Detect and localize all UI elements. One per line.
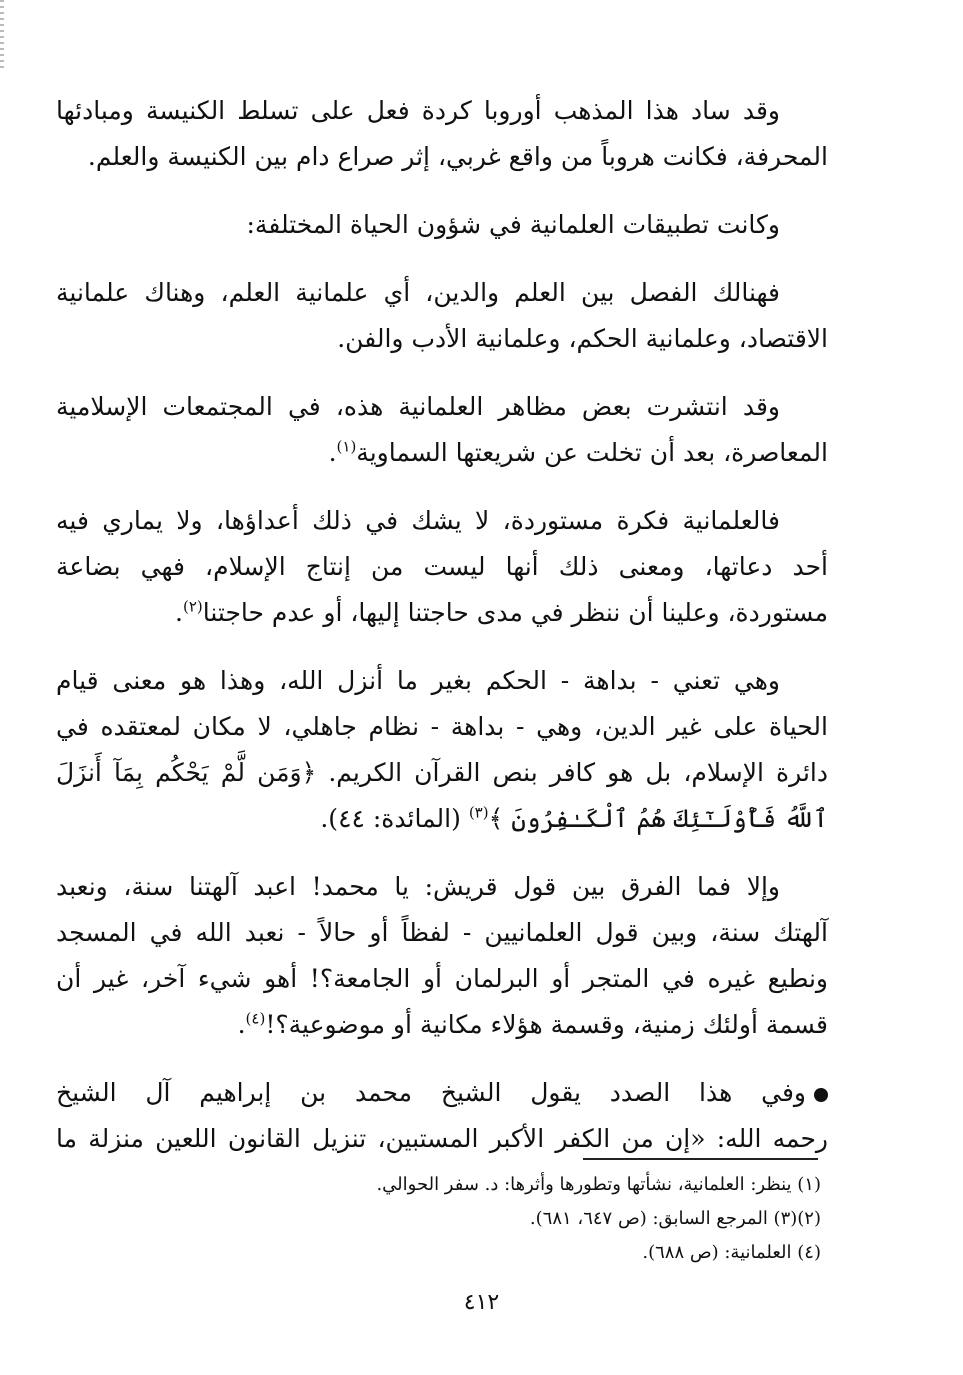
text-line: الاقتصاد، وعلمانية الحكم، وعلمانية الأدب والفن. — [337, 324, 828, 353]
quran-verse: ٱللَّهُ فَأُوْلَـٰٓئِكَ هُمُ ٱلْكَـٰفِرُونَ ﴾ — [488, 804, 828, 833]
paragraph-5 — [56, 498, 828, 636]
paragraph-4 — [56, 384, 828, 476]
footnote-item: (١) ينظر: العلمانية، نشأتها وتطورها وأثرها: د. سفر الحوالي. — [376, 1174, 821, 1195]
bullet-dot-icon — [814, 1088, 828, 1102]
paragraph-2 — [56, 202, 828, 248]
text-line — [56, 590, 828, 636]
text-line — [56, 1070, 828, 1116]
footnote-divider — [583, 1158, 818, 1160]
main-text — [56, 88, 828, 1184]
footnote-ref[interactable]: (١) — [336, 437, 357, 456]
text-segment: . — [328, 438, 337, 467]
text-line: ونطيع غيره في المتجر أو البرلمان أو الجامعة؟! أهو شيء آخر، غير أن — [56, 964, 828, 993]
footnote-ref[interactable]: (٢) — [182, 597, 203, 616]
text-line: وقد ساد هذا المذهب أوروبا كردة فعل على تسلط الكنيسة ومبادئها — [56, 96, 780, 125]
footnote-ref[interactable]: (٣) — [468, 803, 489, 822]
text-line: المحرفة، فكانت هروباً من واقع غربي، إثر صراع دام بين الكنيسة والعلم. — [87, 142, 828, 171]
scan-edge-mark — [0, 0, 4, 70]
text-line: الحياة على غير الدين، وهي - بداهة - نظام جاهلي، لا مكان لمعتقده في — [56, 712, 828, 741]
text-segment: وفي هذا الصدد يقول الشيخ محمد بن إبراهيم آل الشيخ — [56, 1078, 806, 1107]
footnote-item: (٢)(٣) المرجع السابق: (ص ٦٤٧، ٦٨١). — [529, 1208, 821, 1229]
text-line — [56, 1002, 828, 1048]
paragraph-3 — [56, 270, 828, 362]
text-line — [56, 796, 828, 842]
text-line: أحد دعاتها، ومعنى ذلك أنها ليست من إنتاج الإسلام، فهي بضاعة — [56, 552, 828, 581]
surah-citation: (المائدة: ٤٤). — [320, 804, 469, 833]
text-line: وإلا فما الفرق بين قول قريش: يا محمد! اعبد آلهتنا سنة، ونعبد — [56, 872, 780, 901]
text-line: دائرة الإسلام، بل هو كافر بنص القرآن الكريم. ﴿وَمَن لَّمْ يَحْكُم بِمَآ أَنزَلَ — [56, 758, 828, 787]
footnote-item: (٤) العلمانية: (ص ٦٨٨). — [642, 1242, 821, 1263]
text-line: آلهتك سنة، وبين قول العلمانيين - لفظاً أو حالاً - نعبد الله في المسجد — [56, 918, 828, 947]
text-line: وهي تعني - بداهة - الحكم بغير ما أنزل الله، وهذا هو معنى قيام — [56, 666, 780, 695]
footnote-ref[interactable]: (٤) — [245, 1009, 266, 1028]
text-line: وكانت تطبيقات العلمانية في شؤون الحياة المختلفة: — [246, 210, 780, 239]
text-line: رحمه الله: «إن من الكفر الأكبر المستبين، تنزيل القانون اللعين منزلة ما — [56, 1124, 828, 1153]
paragraph-8 — [56, 1070, 828, 1162]
text-segment: . — [237, 1010, 246, 1039]
text-line: وقد انتشرت بعض مظاهر العلمانية هذه، في المجتمعات الإسلامية — [56, 392, 780, 421]
text-segment: قسمة أولئك زمنية، وقسمة هؤلاء مكانية أو موضوعية؟! — [265, 1010, 828, 1039]
text-line — [56, 430, 828, 476]
text-line: فالعلمانية فكرة مستوردة، لا يشك في ذلك أعداؤها، ولا يماري فيه — [56, 506, 780, 535]
page-number: ٤١٢ — [463, 1290, 500, 1315]
text-line: فهنالك الفصل بين العلم والدين، أي علمانية العلم، وهناك علمانية — [56, 278, 780, 307]
text-segment: مستوردة، وعلينا أن ننظر في مدى حاجتنا إليها، أو عدم حاجتنا — [202, 598, 828, 627]
text-segment: . — [175, 598, 183, 627]
footnotes — [141, 1168, 821, 1270]
paragraph-6 — [56, 658, 828, 842]
paragraph-7 — [56, 864, 828, 1048]
paragraph-1 — [56, 88, 828, 180]
text-segment: المعاصرة، بعد أن تخلت عن شريعتها السماوية — [356, 438, 828, 467]
